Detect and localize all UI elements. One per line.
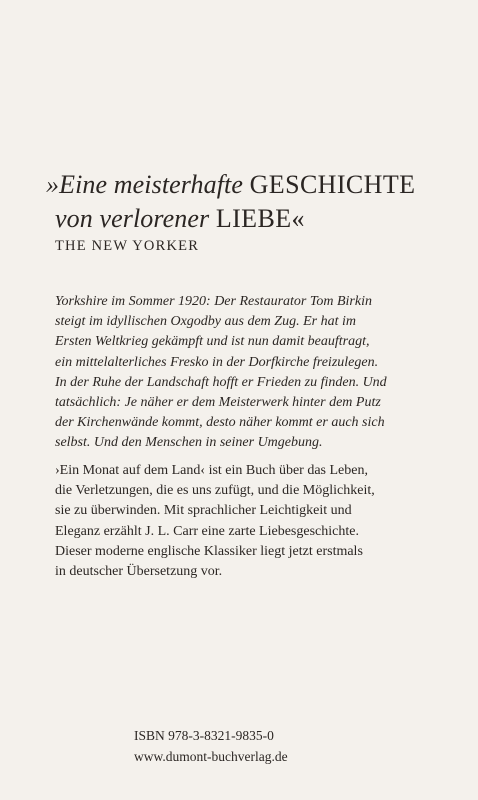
blurb-roman-paragraph: [55, 461, 385, 582]
blurb-italic-line: Ersten Weltkrieg gekämpft und ist nun damit beauftragt,: [55, 334, 370, 350]
blurb-roman-line: sie zu überwinden. Mit sprachlicher Leichtigkeit und: [55, 503, 352, 519]
blurb-italic-line: Yorkshire im Sommer 1920: Der Restaurator Tom Birkin: [55, 294, 372, 309]
blurb-italic-line: der Kirchenwände kommt, desto näher kommt er auch sich: [55, 415, 385, 431]
blurb-roman-line: ›Ein Monat auf dem Land‹ ist ein Buch über das Leben,: [55, 463, 368, 478]
blurb-italic-line: steigt im idyllischen Oxgodby aus dem Zug. Er hat im: [55, 314, 356, 330]
quote-line-2-italic: von verlorener: [55, 204, 210, 233]
quote-line-1-italic: Eine meisterhafte: [59, 170, 244, 199]
blurb-roman-line: in deutscher Übersetzung vor.: [55, 564, 223, 580]
blurb-roman-line: Dieser moderne englische Klassiker liegt jetzt erstmals: [55, 543, 363, 559]
publisher-footer: [134, 725, 288, 767]
blurb-italic-line: tatsächlich: Je näher er dem Meisterwerk hinter dem Putz: [55, 395, 381, 411]
blurb-italic-line: selbst. Und den Menschen in seiner Umgebung.: [55, 435, 323, 451]
quote-close-mark: «: [291, 204, 305, 233]
blurb-roman-line: Eleganz erzählt J. L. Carr eine zarte Liebesgeschichte.: [55, 523, 359, 539]
quote-line-1: [46, 168, 441, 202]
blurb-roman-line: die Verletzungen, die es uns zufügt, und die Möglichkeit,: [55, 483, 375, 499]
quote-line-1-caps: GESCHICHTE: [249, 170, 416, 199]
isbn-text: ISBN 978-3-8321-9835-0: [134, 728, 274, 743]
quote-source: THE NEW YORKER: [55, 238, 200, 254]
blurb-italic-paragraph: [55, 292, 385, 454]
quote-line-2: [46, 202, 441, 236]
publisher-url: www.dumont-buchverlag.de: [134, 749, 288, 764]
blurb-italic-line: ein mittelalterliches Fresko in der Dorfkirche freizulegen.: [55, 354, 379, 370]
blurb-italic-line: In der Ruhe der Landschaft hofft er Frieden zu finden. Und: [55, 374, 387, 390]
quote-open-mark: »: [46, 170, 60, 199]
review-quote: [46, 168, 441, 236]
quote-line-2-caps: LIEBE: [215, 204, 292, 233]
